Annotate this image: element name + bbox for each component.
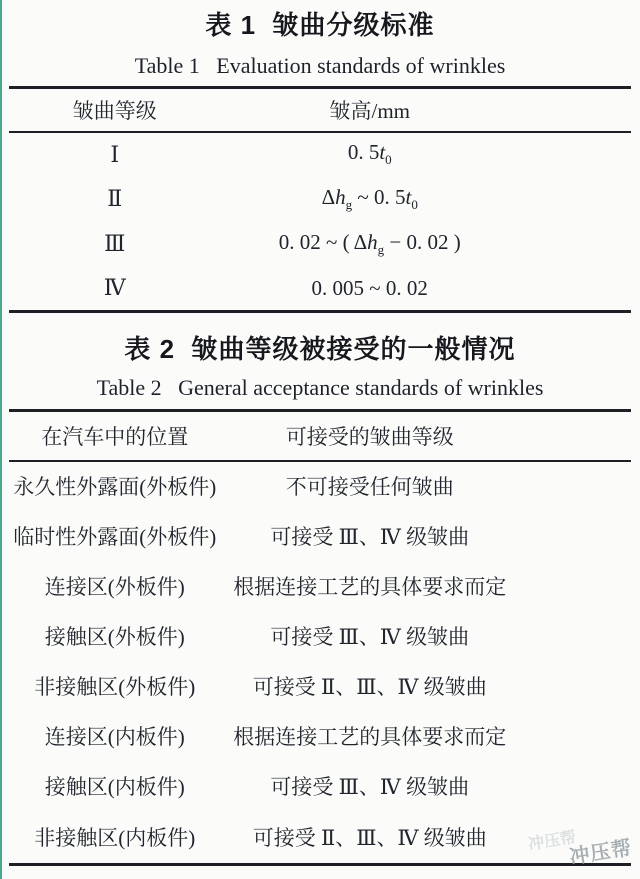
acceptance-cell: 不可接受任何皱曲 <box>285 475 454 499</box>
watermark-ghost: 冲压帮 <box>527 829 578 854</box>
table2-header-row <box>9 411 631 461</box>
table-row <box>9 177 631 222</box>
location-cell: 接触区(内板件) <box>44 774 185 799</box>
location-cell: 连接区(内板件) <box>44 724 185 749</box>
table2-header-location: 在汽车中的位置 <box>41 424 189 449</box>
table1-header-pad <box>519 88 631 132</box>
table1-header-grade: 皱曲等级 <box>72 98 157 123</box>
table2-header-pad <box>519 411 631 461</box>
acceptance-cell: 可接受 Ⅱ、Ⅲ、Ⅳ 级皱曲 <box>252 674 487 699</box>
table1-title-zh: 表 1 皱曲分级标准 <box>205 9 435 40</box>
table-row <box>9 267 631 312</box>
table2-header-acceptance: 可接受的皱曲等级 <box>285 424 454 449</box>
height-cell: 0. 02 ~ ( $\Delta h_g - 0$. 02 ) <box>278 229 461 258</box>
wrinkle-grade-table <box>9 86 631 313</box>
height-cell: 0. 005 ~ 0. 02 <box>311 275 428 300</box>
acceptance-cell: 可接受 Ⅲ、Ⅳ 级皱曲 <box>270 624 470 649</box>
wrinkle-acceptance-table <box>9 409 631 866</box>
table2-title-zh: 表 2 皱曲等级被接受的一般情况 <box>124 333 516 364</box>
acceptance-cell: 可接受 Ⅲ、Ⅳ 级皱曲 <box>270 774 470 799</box>
page-accent-stripe <box>0 0 2 879</box>
location-cell: 永久性外露面(外板件) <box>13 475 217 499</box>
location-cell: 连接区(外板件) <box>44 574 185 599</box>
table-row <box>9 661 631 711</box>
location-cell: 非接触区(外板件) <box>34 674 196 699</box>
grade-cell: Ⅳ <box>103 275 126 301</box>
table-row <box>9 811 631 865</box>
table-row <box>9 761 631 811</box>
table1-title-en: Table 1 Evaluation standards of wrinkles <box>134 53 506 78</box>
height-cell: 0. $5t_0$ <box>347 140 392 168</box>
grade-cell: Ⅱ <box>107 186 123 211</box>
location-cell: 接触区(外板件) <box>44 624 185 649</box>
table-row <box>9 711 631 761</box>
table1-header-row <box>9 88 631 132</box>
grade-cell: Ⅲ <box>104 231 126 256</box>
acceptance-cell: 根据连接工艺的具体要求而定 <box>233 574 507 599</box>
table-row <box>9 561 631 611</box>
table2-title-en: Table 2 General acceptance standards of wrinkles <box>96 375 544 400</box>
location-cell: 临时性外露面(外板件) <box>13 524 217 549</box>
table-row <box>9 611 631 661</box>
table-row <box>9 511 631 561</box>
height-cell: $\Delta h_g$ ~ 0. $5t_0$ <box>321 184 418 213</box>
table-row <box>9 132 631 177</box>
table-row <box>9 461 631 511</box>
table1-header-height: 皱高/mm <box>329 98 410 123</box>
acceptance-cell: 可接受 Ⅲ、Ⅳ 级皱曲 <box>270 524 470 549</box>
grade-cell: Ⅰ <box>110 141 120 167</box>
location-cell: 非接触区(内板件) <box>34 825 196 850</box>
acceptance-cell: 根据连接工艺的具体要求而定 <box>233 724 507 749</box>
watermark: 冲压帮 <box>568 837 634 869</box>
acceptance-cell: 可接受 Ⅱ、Ⅲ、Ⅳ 级皱曲 <box>252 825 487 850</box>
table-row <box>9 222 631 267</box>
